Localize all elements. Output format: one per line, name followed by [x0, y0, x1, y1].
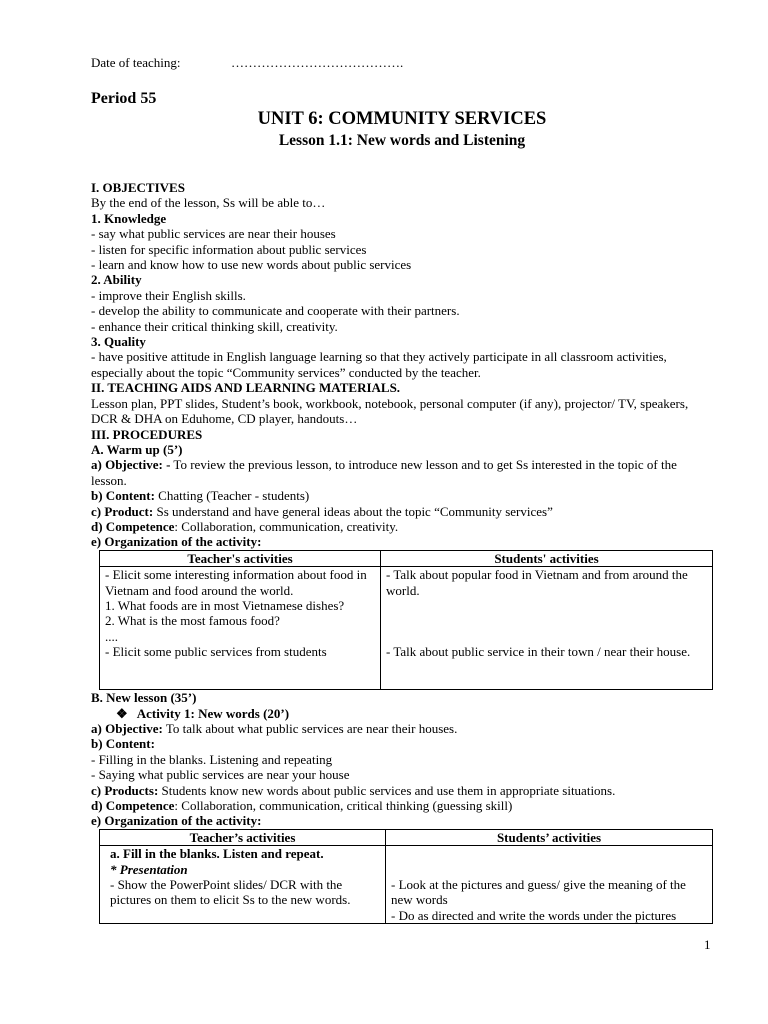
teacher-activities-cell: [100, 846, 386, 924]
warmup-heading: A. Warm up (5’): [91, 441, 183, 457]
ability-item: - develop the ability to communicate and cooperate with their partners.: [91, 303, 460, 319]
activity-1-title: Activity 1: New words (20’): [136, 705, 290, 721]
objectives-intro: By the end of the lesson, Ss will be able to…: [91, 195, 326, 211]
new-lesson-objective: [91, 721, 715, 736]
warmup-objective: [91, 457, 715, 488]
new-lesson-product-text: Students know new words about public services and use them in appropriate situations.: [158, 782, 616, 798]
student-activities-cell: [386, 846, 713, 924]
table-header-teacher: Teacher’s activities: [100, 829, 386, 845]
student-activity-line: - Do as directed and write the words under the pictures: [391, 907, 677, 923]
objectives-heading: I. OBJECTIVES: [91, 180, 185, 195]
diamond-bullet-icon: ❖: [116, 705, 128, 721]
student-activity-line: - Talk about public service in their town / near their house.: [386, 643, 691, 659]
teacher-activity-line: - Elicit some interesting information about food in Vietnam and food around the world.: [105, 567, 367, 598]
lesson-title: Lesson 1.1: New words and Listening: [278, 132, 526, 149]
new-lesson-competence-text: : Collaboration, communication, critical thinking (guessing skill): [174, 798, 513, 813]
warmup-objective-label: a) Objective: -: [91, 457, 171, 473]
student-activity-line: - Look at the pictures and guess/ give the meaning of the new words: [391, 877, 686, 908]
procedures-heading: III. PROCEDURES: [91, 426, 203, 442]
teacher-activity-line: 2. What is the most famous food?: [105, 613, 280, 629]
new-lesson-organization-label: e) Organization of the activity:: [91, 813, 262, 829]
knowledge-item: - learn and know how to use new words about public services: [91, 257, 412, 273]
new-lesson-product-label: c) Products:: [91, 782, 159, 798]
teaching-aids-heading: II. TEACHING AIDS AND LEARNING MATERIALS.: [91, 380, 401, 396]
page-number: 1: [704, 937, 711, 952]
teacher-activities-cell: [100, 567, 381, 690]
warmup-competence: [91, 519, 715, 534]
knowledge-heading: 1. Knowledge: [91, 210, 167, 226]
quality-heading: 3. Quality: [91, 334, 146, 350]
teacher-activity-line: - Show the PowerPoint slides/ DCR with the pictures on them to elicit Ss to the new words.: [110, 877, 351, 908]
warmup-content: [91, 488, 715, 503]
table-header-students: Students' activities: [381, 550, 713, 566]
new-lesson-objective-label: a) Objective:: [91, 720, 163, 736]
warmup-product-text: Ss understand and have general ideas about the topic “Community services”: [153, 503, 553, 519]
new-lesson-content-item: - Filling in the blanks. Listening and repeating: [91, 751, 333, 767]
new-lesson-competence-label: d) Competence: [91, 798, 175, 813]
student-activity-line: - Talk about popular food in Vietnam and from around the world.: [386, 567, 688, 598]
table-header-teacher: Teacher's activities: [100, 550, 381, 566]
warmup-product-label: c) Product:: [91, 503, 154, 519]
period-heading: Period 55: [91, 90, 157, 107]
new-lesson-product: [91, 783, 715, 798]
teaching-aids-text: Lesson plan, PPT slides, Student’s book, workbook, notebook, personal computer (if any), projector/ TV, speakers, DCR & DHA on Eduhome, CD player, handouts…: [91, 395, 689, 427]
warmup-competence-label: d) Competence: [91, 518, 175, 534]
new-lesson-content-item: - Saying what public services are near your house: [91, 767, 350, 783]
new-lesson-objective-text: To talk about what public services are near their houses.: [162, 720, 458, 736]
unit-title: UNIT 6: COMMUNITY SERVICES: [257, 109, 547, 129]
warmup-objective-text: To review the previous lesson, to introduce new lesson and to get Ss interested in the topic of the lesson.: [91, 457, 677, 488]
ability-heading: 2. Ability: [91, 272, 142, 288]
quality-item: - have positive attitude in English language learning so that they actively participate in all classroom activities, especially about the topic “Community services” conducted by the teacher.: [91, 349, 667, 380]
warmup-product: [91, 504, 715, 519]
fill-blanks-heading: a. Fill in the blanks. Listen and repeat.: [110, 846, 324, 862]
knowledge-item: - listen for specific information about public services: [91, 241, 367, 257]
knowledge-item: - say what public services are near their houses: [91, 226, 336, 242]
teacher-activity-line: - Elicit some public services from students: [105, 644, 327, 660]
teacher-activity-line: 1. What foods are in most Vietnamese dishes?: [105, 597, 345, 613]
new-lesson-content-label: b) Content:: [91, 736, 155, 752]
table-header-students: Students’ activities: [386, 829, 713, 845]
new-lesson-competence: [91, 798, 715, 813]
warmup-competence-text: : Collaboration, communication, creativity.: [174, 518, 399, 534]
warmup-content-text: Chatting (Teacher - students): [154, 488, 310, 504]
date-of-teaching-label: Date of teaching:: [91, 55, 181, 70]
warmup-organization-label: e) Organization of the activity:: [91, 534, 262, 550]
teacher-activity-line: ....: [105, 628, 118, 644]
date-of-teaching-blank: ………………………………….: [231, 55, 404, 70]
warmup-content-label: b) Content:: [91, 488, 155, 504]
presentation-subheading: * Presentation: [110, 861, 188, 877]
student-activities-cell: [381, 567, 713, 690]
ability-item: - improve their English skills.: [91, 287, 246, 303]
ability-item: - enhance their critical thinking skill, creativity.: [91, 318, 338, 334]
activity-1-table: [99, 829, 713, 924]
new-lesson-heading: B. New lesson (35’): [91, 690, 197, 706]
document-body: [91, 180, 715, 924]
warmup-activity-table: [99, 550, 713, 690]
activity-1-heading: [91, 706, 715, 721]
